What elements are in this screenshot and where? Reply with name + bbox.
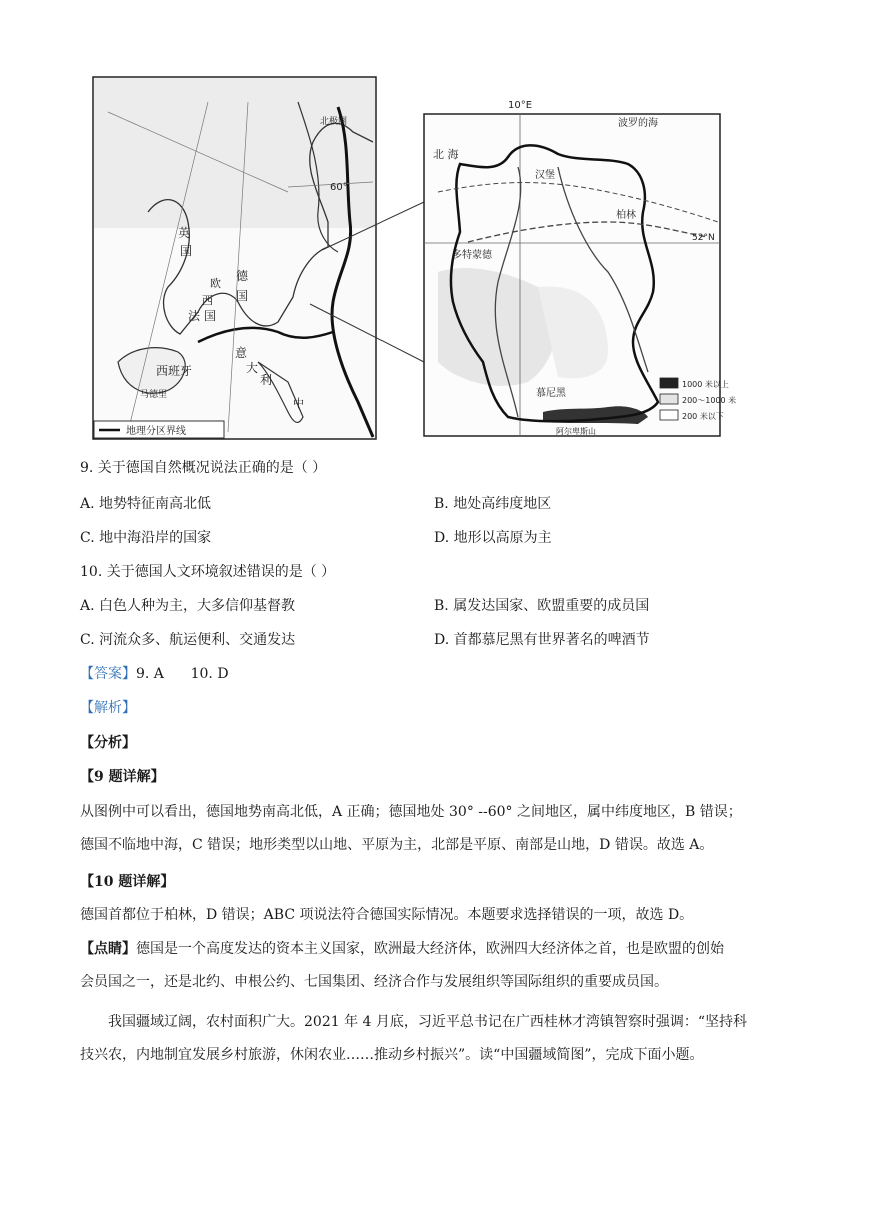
- q9-option-c: C. 地中海沿岸的国家: [80, 530, 212, 546]
- elevation-legend: [660, 378, 736, 421]
- q9-option-a: A. 地势特征南高北低: [80, 496, 212, 512]
- fenxi-heading: 【分析】: [80, 735, 136, 751]
- label-yi: 意: [235, 346, 248, 360]
- answer-tag: 【答案】: [80, 666, 136, 682]
- label-lat-60: 60°: [330, 182, 348, 193]
- intro-block: [80, 1006, 790, 1072]
- label-guo-1: 国: [204, 309, 217, 323]
- q10-detail-body: 德国首都位于柏林，D 错误；ABC 项说法符合德国实际情况。本题要求选择错误的一项，故选 D。: [80, 907, 694, 923]
- q9-detail-heading: 【9 题详解】: [80, 769, 165, 785]
- europe-map: [93, 77, 376, 439]
- label-dortmund: 多特蒙德: [452, 250, 492, 261]
- answer-text: 9. A 10. D: [136, 666, 229, 682]
- dianjing-tag: 【点睛】: [80, 941, 136, 957]
- q9-detail-line-2: 德国不临地中海，C 错误；地形类型以山地、平原为主，北部是平原、南部是山地，D 错误。故选 A。: [80, 837, 714, 853]
- q10-option-a: A. 白色人种为主，大多信仰基督教: [80, 598, 296, 614]
- legend-mid: 200～1000 米: [682, 396, 737, 405]
- dianjing-text-1: 德国是一个高度发达的资本主义国家，欧洲最大经济体，欧洲四大经济体之首，也是欧盟的创始: [136, 941, 724, 957]
- label-arctic-circle: 北极圈: [320, 117, 348, 127]
- dianjing-line-1: [80, 933, 790, 966]
- label-ying: 英: [178, 226, 191, 240]
- q10-detail-heading: 【10 题详解】: [80, 874, 175, 890]
- label-guo-2: 国: [180, 244, 193, 258]
- analysis-tag: 【解析】: [80, 700, 136, 716]
- question-9-stem: 9. 关于德国自然概况说法正确的是（ ）: [80, 460, 327, 476]
- label-munich: 慕尼黑: [536, 388, 566, 399]
- legend-high: 1000 米以上: [682, 380, 729, 389]
- question-10-stem: 10. 关于德国人文环境叙述错误的是（ ）: [80, 564, 336, 580]
- legend-low: 200 米以下: [682, 412, 724, 421]
- germany-map: [424, 100, 736, 436]
- label-da: 大: [246, 361, 259, 375]
- label-zhong: 中: [293, 397, 304, 410]
- q10-option-b: B. 属发达国家、欧盟重要的成员国: [434, 598, 650, 614]
- left-legend-label: 地理分区界线: [126, 426, 186, 437]
- q9-option-d: D. 地形以高原为主: [434, 530, 552, 546]
- label-madrid: 马德里: [140, 390, 168, 400]
- q9-option-b: B. 地处高纬度地区: [434, 496, 552, 512]
- label-guo-3: 国: [236, 289, 249, 303]
- label-lon-10e: 10°E: [508, 100, 533, 111]
- dianjing-block: [80, 933, 790, 999]
- intro-line-1: 我国疆域辽阔，农村面积广大。2021 年 4 月底，习近平总书记在广西桂林才湾镇智察时强调：“坚持科: [108, 1014, 748, 1030]
- label-lat-52n: 52°N: [692, 233, 715, 243]
- q9-detail-body: [80, 796, 790, 862]
- label-alps: 阿尔卑斯山: [556, 427, 596, 436]
- q9-detail-line-1: 从图例中可以看出，德国地势南高北低，A 正确；德国地处 30° --60° 之间地区，属中纬度地区，B 错误；: [80, 804, 742, 820]
- intro-line-2: 技兴农，内地制宜发展乡村旅游，休闲农业……推动乡村振兴”。读“中国疆域简图”，完成下面小题。: [80, 1047, 704, 1063]
- label-de: 德: [236, 269, 249, 283]
- label-hamburg: 汉堡: [535, 170, 555, 181]
- q10-option-c: C. 河流众多、航运便利、交通发达: [80, 632, 296, 648]
- dianjing-line-2: 会员国之一，还是北约、申根公约、七国集团、经济合作与发展组织等国际组织的重要成员国。: [80, 974, 668, 990]
- label-baltic-sea: 波罗的海: [618, 118, 658, 129]
- label-fa: 法: [188, 309, 201, 323]
- label-ou: 欧: [210, 277, 221, 290]
- answer-line: [80, 664, 229, 684]
- map-figure: [88, 72, 737, 444]
- label-li: 利: [260, 373, 273, 387]
- q10-option-d: D. 首都慕尼黑有世界著名的啤酒节: [434, 632, 650, 648]
- label-north-sea: 北 海: [433, 148, 459, 161]
- label-berlin: 柏林: [616, 210, 636, 221]
- label-spain: 西班牙: [156, 364, 193, 378]
- label-xi: 西: [202, 294, 213, 307]
